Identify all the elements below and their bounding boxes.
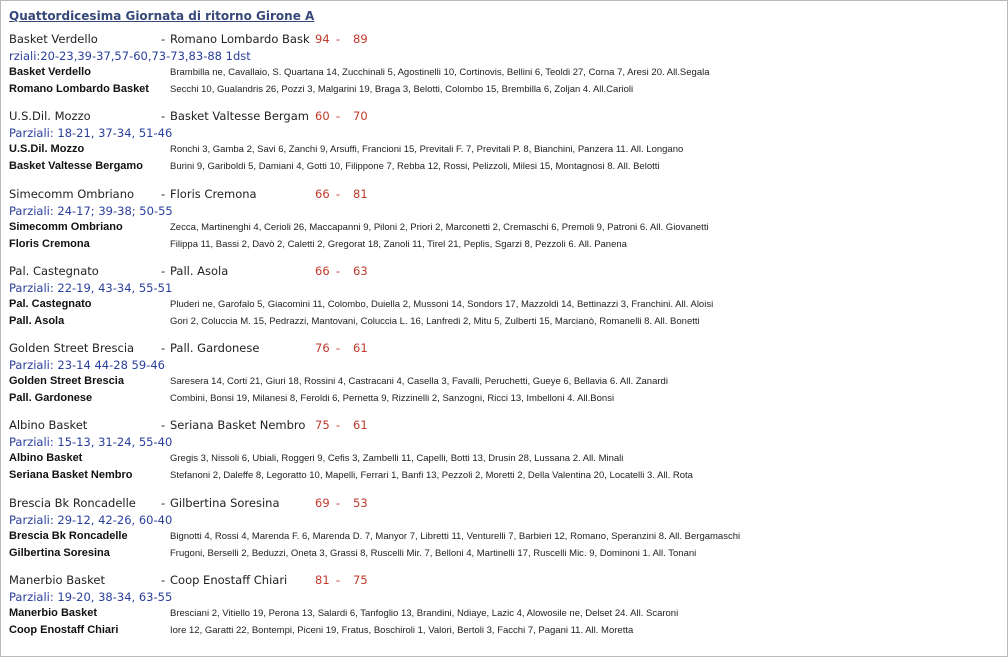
score-separator: -: [336, 32, 341, 46]
game-block: [1, 341, 1007, 417]
separator-dash: -: [161, 341, 166, 355]
home-lineup-team: Manerbio Basket: [9, 607, 98, 619]
home-team-name: Simecomm Ombriano: [9, 187, 135, 201]
away-lineup-team: Romano Lombardo Basket: [9, 83, 149, 95]
away-team-name: Pall. Asola: [170, 264, 229, 278]
home-lineup-players: Bignotti 4, Rossi 4, Marenda F. 6, Marenda D. 7, Manyor 7, Libretti 11, Venturelli 7, Barbieri 12, Romano, Speranzini 8. All. Bergamaschi: [170, 531, 741, 542]
home-team-name: U.S.Dil. Mozzo: [9, 109, 91, 123]
home-lineup-team: Golden Street Brescia: [9, 375, 124, 387]
home-lineup-players: Bresciani 2, Vitiello 19, Perona 13, Salardi 6, Tanfoglio 13, Brandini, Ndiaye, Lazic 4, Alowosile ne, Delset 24. All. Scaroni: [170, 608, 679, 619]
score-separator: -: [336, 496, 341, 510]
home-score: 81: [315, 573, 330, 587]
page-title[interactable]: Quattordicesima Giornata di ritorno Girone A: [9, 9, 315, 23]
home-team-name: Manerbio Basket: [9, 573, 106, 587]
partials: Parziali: 22-19, 43-34, 55-51: [9, 281, 173, 295]
partials: Parziali: 24-17; 39-38; 50-55: [9, 204, 173, 218]
away-lineup-team: Floris Cremona: [9, 238, 90, 250]
away-lineup-team: Basket Valtesse Bergamo: [9, 160, 143, 172]
partials: Parziali: 23-14 44-28 59-46: [9, 358, 165, 372]
home-score: 66: [315, 187, 330, 201]
away-team-name: Romano Lombardo Bask: [170, 32, 310, 46]
away-lineup-team: Pall. Asola: [9, 315, 65, 327]
away-score: 53: [353, 496, 368, 510]
away-team-name: Pall. Gardonese: [170, 341, 260, 355]
away-lineup-players: Iore 12, Garatti 22, Bontempi, Piceni 19, Fratus, Boschiroli 1, Valori, Bertoli 3, Facchi 7, Pagani 11. All. Moretta: [170, 625, 634, 636]
home-lineup-players: Gregis 3, Nissoli 6, Ubiali, Roggeri 9, Cefis 3, Zambelli 11, Capelli, Botti 13, Drusin 28, Lussana 2. All. Minali: [170, 453, 624, 464]
away-lineup-team: Pall. Gardonese: [9, 392, 93, 404]
away-lineup-players: Combini, Bonsi 19, Milanesi 8, Feroldi 6, Pernetta 9, Rizzinelli 2, Sanzogni, Ricci 13, Imbelloni 4. All.Bonsi: [170, 393, 615, 404]
partials: rziali:20-23,39-37,57-60,73-73,83-88 1dst: [9, 49, 251, 63]
away-score: 63: [353, 264, 368, 278]
home-score: 75: [315, 418, 330, 432]
away-team-name: Coop Enostaff Chiari: [170, 573, 288, 587]
home-score: 60: [315, 109, 330, 123]
home-lineup-team: Pal. Castegnato: [9, 298, 92, 310]
separator-dash: -: [161, 418, 166, 432]
game-block: [1, 573, 1007, 649]
game-block: [1, 32, 1007, 108]
separator-dash: -: [161, 573, 166, 587]
away-score: 70: [353, 109, 368, 123]
score-separator: -: [336, 573, 341, 587]
away-team-name: Floris Cremona: [170, 187, 257, 201]
away-score: 81: [353, 187, 368, 201]
away-lineup-players: Secchi 10, Gualandris 26, Pozzi 3, Malgarini 19, Braga 3, Belotti, Colombo 15, Brembilla 6, Zoljan 4. All.Carioli: [170, 84, 634, 95]
home-score: 66: [315, 264, 330, 278]
away-lineup-players: Filippa 11, Bassi 2, Davò 2, Caletti 2, Gregorat 18, Zanoli 11, Tirel 21, Peplis, Sgarzi 8, Pezzoli 6. All. Panena: [170, 239, 627, 250]
home-team-name: Pal. Castegnato: [9, 264, 99, 278]
score-separator: -: [336, 187, 341, 201]
score-separator: -: [336, 109, 341, 123]
game-block: [1, 418, 1007, 494]
separator-dash: -: [161, 187, 166, 201]
home-lineup-team: Basket Verdello: [9, 66, 91, 78]
away-score: 61: [353, 341, 368, 355]
partials: Parziali: 19-20, 38-34, 63-55: [9, 590, 173, 604]
partials: Parziali: 18-21, 37-34, 51-46: [9, 126, 173, 140]
away-team-name: Basket Valtesse Bergam: [170, 109, 309, 123]
away-lineup-players: Stefanoni 2, Daleffe 8, Legoratto 10, Mapelli, Ferrari 1, Banfi 13, Pezzoli 2, Moretti 2, Della Valentina 20, Locatelli 3. All. Rota: [170, 470, 693, 481]
game-block: [1, 187, 1007, 263]
home-team-name: Brescia Bk Roncadelle: [9, 496, 136, 510]
away-lineup-players: Gori 2, Coluccia M. 15, Pedrazzi, Mantovani, Coluccia L. 16, Lanfredi 2, Mitu 5, Zulberti 15, Marcianò, Romanelli 8. All. Bonetti: [170, 316, 700, 327]
game-block: [1, 496, 1007, 572]
home-team-name: Basket Verdello: [9, 32, 98, 46]
home-lineup-players: Ronchi 3, Gamba 2, Savi 6, Zanchi 9, Arsuffi, Francioni 15, Previtali F. 7, Previtali P. 8, Bianchini, Panzera 11. All. Longano: [170, 144, 684, 155]
away-lineup-team: Seriana Basket Nembro: [9, 469, 133, 481]
home-lineup-team: Brescia Bk Roncadelle: [9, 530, 128, 542]
away-team-name: Seriana Basket Nembro: [170, 418, 306, 432]
score-separator: -: [336, 341, 341, 355]
away-lineup-team: Gilbertina Soresina: [9, 547, 110, 559]
home-lineup-players: Pluderi ne, Garofalo 5, Giacomini 11, Colombo, Duiella 2, Mussoni 14, Sondors 17, Mazzoldi 14, Bettinazzi 3, Franchini. All. Aloisi: [170, 299, 714, 310]
partials: Parziali: 29-12, 42-26, 60-40: [9, 513, 173, 527]
home-score: 69: [315, 496, 330, 510]
home-lineup-team: Albino Basket: [9, 452, 83, 464]
separator-dash: -: [161, 264, 166, 278]
game-block: [1, 109, 1007, 185]
home-score: 76: [315, 341, 330, 355]
home-lineup-players: Brambilla ne, Cavallaio, S. Quartana 14, Zucchinali 5, Agostinelli 10, Cortinovis, Bellini 6, Teoldi 27, Corna 7, Aresi 20. All.Segala: [170, 67, 710, 78]
away-lineup-players: Burini 9, Gariboldi 5, Damiani 4, Gotti 10, Filippone 7, Rebba 12, Rossi, Pelizzoli, Milesi 15, Montagnosi 8. All. Belotti: [170, 161, 660, 172]
away-lineup-players: Frugoni, Berselli 2, Beduzzi, Oneta 3, Grassi 8, Ruscelli Mir. 7, Belloni 4, Martinelli 17, Ruscelli Mic. 9, Dominoni 1. All. Tonani: [170, 548, 697, 559]
score-separator: -: [336, 418, 341, 432]
game-block: [1, 264, 1007, 340]
away-score: 89: [353, 32, 368, 46]
separator-dash: -: [161, 109, 166, 123]
home-lineup-players: Zecca, Martinenghi 4, Cerioli 26, Maccapanni 9, Piloni 2, Priori 2, Marconetti 2, Cremaschi 6, Premoli 9, Patroni 6. All. Giovanetti: [170, 222, 709, 233]
home-score: 94: [315, 32, 330, 46]
home-lineup-team: U.S.Dil. Mozzo: [9, 143, 85, 155]
home-team-name: Golden Street Brescia: [9, 341, 135, 355]
separator-dash: -: [161, 496, 166, 510]
home-lineup-team: Simecomm Ombriano: [9, 221, 123, 233]
home-lineup-players: Saresera 14, Corti 21, Giuri 18, Rossini 4, Castracani 4, Casella 3, Favalli, Peruchetti, Gueye 6, Bellavia 6. All. Zanardi: [170, 376, 668, 387]
partials: Parziali: 15-13, 31-24, 55-40: [9, 435, 173, 449]
away-team-name: Gilbertina Soresina: [170, 496, 280, 510]
away-score: 75: [353, 573, 368, 587]
separator-dash: -: [161, 32, 166, 46]
home-team-name: Albino Basket: [9, 418, 88, 432]
score-separator: -: [336, 264, 341, 278]
away-lineup-team: Coop Enostaff Chiari: [9, 624, 119, 636]
away-score: 61: [353, 418, 368, 432]
